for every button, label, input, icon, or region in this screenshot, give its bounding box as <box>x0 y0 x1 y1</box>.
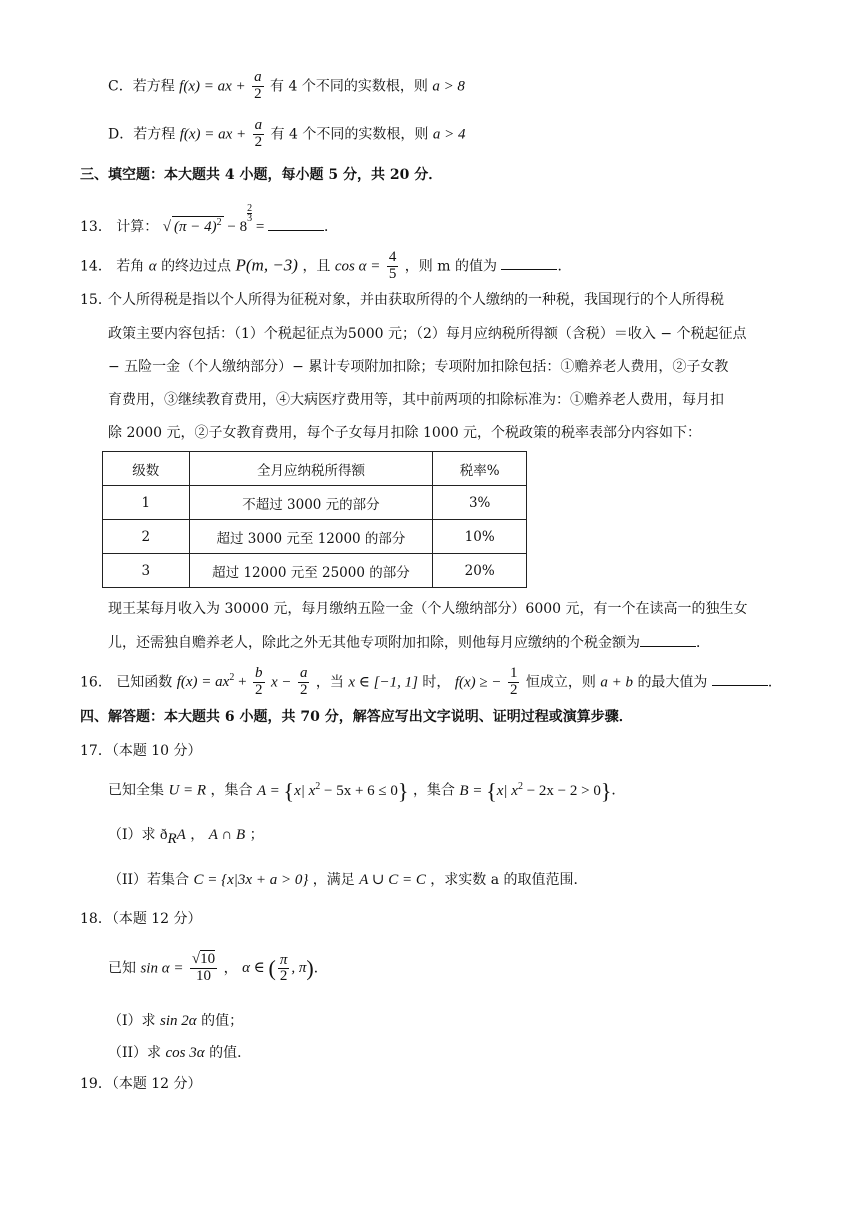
q17-p1-label: （I）求 <box>108 827 156 843</box>
answer-blank <box>501 257 557 270</box>
q13-end: ． <box>324 219 339 235</box>
option-c-text: 有 4 个不同的实数根，则 <box>270 78 428 95</box>
q17-set-b-square: 2 <box>517 780 523 792</box>
q13-square: 2 <box>216 217 222 228</box>
frac-denominator: 2 <box>279 968 288 985</box>
q18-p2-end: 的值． <box>209 1045 252 1061</box>
q16-text3: 时， <box>422 674 451 691</box>
section-3-heading: 三、填空题：本大题共 4 小题，每小题 5 分，共 20 分． <box>80 167 443 183</box>
q17-part-2 <box>108 871 588 889</box>
q14-text4: ，则 m 的值为 <box>404 258 497 275</box>
question-13 <box>80 204 338 236</box>
section-4-heading: 四、解答题：本大题共 6 小题，共 70 分，解答应写出文字说明、证明过程或演算步骤． <box>80 709 633 725</box>
q13-exp-den: 3 <box>247 213 253 224</box>
q17-universal-set: U = R <box>168 782 207 799</box>
frac-numerator: a <box>254 69 262 85</box>
table-cell: 2 <box>103 520 190 554</box>
q17-set-a-var: x| x <box>294 782 316 799</box>
q18-p1-label: （I）求 <box>108 1013 156 1029</box>
option-d-fraction <box>253 118 265 151</box>
q16-end: ． <box>767 674 782 691</box>
q17-text-c: ，集合 <box>412 782 455 799</box>
q18-part-1 <box>108 1012 243 1030</box>
table-cell: 3 <box>103 554 190 588</box>
q18-radicand: 10 <box>200 951 216 967</box>
q17-p1-complement: ð <box>159 827 168 843</box>
option-d-label: D．若方程 <box>108 126 176 143</box>
q13-exp-num: 2 <box>247 203 253 214</box>
q15-after-line: 现王某每月收入为 30000 元，每月缴纳五险一金（个人缴纳部分）6000 元，有一个在读高一的独生女 <box>108 601 748 617</box>
q17-p2-set-c: C = {x|3x + a > 0} <box>193 872 309 888</box>
frac-denominator: 5 <box>388 265 397 282</box>
q16-frac-half <box>508 666 520 699</box>
q15-end: ． <box>696 635 710 651</box>
question-15-number: 15． <box>80 292 112 308</box>
question-18-heading: 18．（本题 12 分） <box>80 911 202 927</box>
q16-function <box>177 674 247 690</box>
q13-prefix: 计算： <box>116 219 159 235</box>
q17-p1-sep: ， <box>190 827 205 843</box>
q15-paragraph-line: 育费用，③继续教育费用，④大病医疗费用等，其中前两项的扣除标准为：①赡养老人费用，每月扣 <box>108 392 724 408</box>
q18-given-text: 已知 <box>108 960 136 977</box>
q17-p2-union: A ∪ C = C <box>359 872 426 888</box>
q16-frac-a <box>298 666 310 699</box>
table-header-row <box>103 452 527 486</box>
question-14 <box>80 250 571 283</box>
q16-frac-b <box>253 666 265 699</box>
q13-radicand: (π − 4) <box>173 219 217 235</box>
q18-p2-label: （II）求 <box>108 1045 162 1061</box>
q18-p1-expr: sin 2α <box>159 1013 197 1029</box>
q18-interval: α ∈ ( $\frac{\pi}{2}$ , π) <box>242 951 314 985</box>
q17-set-a-name: A = <box>256 782 280 799</box>
frac-denominator: 2 <box>255 681 263 698</box>
q14-text1: 若角 <box>116 258 145 275</box>
q17-dot: ． <box>611 782 626 799</box>
q17-p1-sub: R <box>167 830 177 847</box>
frac-numerator: 4 <box>388 249 397 265</box>
question-16 <box>80 666 782 699</box>
table-cell: 超过 3000 元至 12000 的部分 <box>189 520 433 554</box>
q18-part-2 <box>108 1044 251 1062</box>
table-cell: 不超过 3000 元的部分 <box>189 486 433 520</box>
frac-numerator: b <box>255 665 263 681</box>
q15-paragraph-line: − 五险一金（个人缴纳部分）− 累计专项附加扣除；专项附加扣除包括：①赡养老人费用，②子女教 <box>108 359 729 375</box>
question-17-heading: 17．（本题 10 分） <box>80 743 202 759</box>
q17-set-b-var: x| x <box>496 782 518 799</box>
q13-expression: √ $(\pi - 4)^2 - 8$ $^{\frac{2}{3}}$ = <box>162 203 265 235</box>
q16-fx: f(x) = ax <box>176 674 230 691</box>
question-number: 14． <box>80 258 112 275</box>
q17-set-b-condition: − 2x − 2 > 0 <box>526 782 601 799</box>
table-cell: 3% <box>433 486 527 520</box>
q16-x-minus: x − <box>270 674 292 691</box>
q16-domain: x ∈ [−1, 1] <box>348 674 418 691</box>
question-19-heading: 19．（本题 12 分） <box>80 1076 202 1092</box>
q17-part-1 <box>108 826 264 848</box>
frac-denominator: 2 <box>299 681 308 698</box>
table-cell: 10% <box>433 520 527 554</box>
question-number: 16． <box>80 674 112 691</box>
q17-text-a: 已知全集 <box>108 782 164 799</box>
q18-fraction <box>190 952 217 985</box>
q14-text2: 的终边过点 <box>161 258 232 275</box>
q17-set-a-square: 2 <box>315 780 321 792</box>
q17-text-b: ，集合 <box>210 782 253 799</box>
q17-set-b-name: B = <box>459 782 483 799</box>
option-d-condition: a > 4 <box>432 126 466 143</box>
q17-set-a: A = {x| $x^2 - 5x + 6 \le 0$} <box>256 778 409 803</box>
q17-given <box>108 778 625 804</box>
q16-a-plus-b: a + b <box>600 674 633 691</box>
q17-p2-label: （II）若集合 <box>108 872 190 888</box>
q14-text3: ，且 <box>302 258 331 275</box>
q17-p1-intersection: A ∩ B <box>208 827 246 843</box>
answer-blank <box>268 218 324 231</box>
table-header: 税率% <box>433 452 527 486</box>
q17-p2-text: ，满足 <box>312 872 355 888</box>
option-c-function: f(x) = ax + <box>179 78 246 95</box>
option-c-fraction <box>252 70 264 103</box>
q14-cos: cos α = <box>334 258 381 275</box>
frac-numerator: π <box>279 951 288 968</box>
frac-numerator: √10 <box>191 951 216 967</box>
frac-denominator: 10 <box>196 967 212 984</box>
q17-p1-end: ； <box>249 827 264 843</box>
q16-inequality: f(x) ≥ − <box>454 674 502 691</box>
frac-numerator: a <box>299 665 308 681</box>
table-cell: 超过 12000 元至 25000 的部分 <box>189 554 433 588</box>
table-row <box>103 486 527 520</box>
table-cell: 1 <box>103 486 190 520</box>
option-c-label: C．若方程 <box>108 78 175 95</box>
frac-denominator: 2 <box>254 85 262 102</box>
q18-dot: ． <box>313 960 328 977</box>
q15-paragraph-line: 除 2000 元，②子女教育费用，每个子女每月扣除 1000 元，个税政策的税率表部分内容如下： <box>108 425 702 441</box>
tax-rate-table <box>102 451 527 588</box>
q18-given <box>108 952 328 985</box>
answer-blank <box>640 634 696 647</box>
question-number: 13． <box>80 219 112 235</box>
q18-p2-expr: cos 3α <box>165 1045 205 1061</box>
q18-pi: , π <box>291 960 307 977</box>
q18-sin: sin α = <box>140 960 184 977</box>
answer-blank <box>712 673 768 686</box>
q14-point: P(m, −3) <box>235 255 298 275</box>
table-header: 级数 <box>103 452 190 486</box>
option-d-text: 有 4 个不同的实数根，则 <box>270 126 429 143</box>
option-d-function: f(x) = ax + <box>179 126 247 143</box>
option-c <box>108 70 465 103</box>
q16-plus: + <box>238 674 247 691</box>
q16-text5: 的最大值为 <box>637 674 708 691</box>
q16-text1: 已知函数 <box>116 674 173 691</box>
q17-p1-a: A <box>176 827 186 843</box>
q14-alpha: α <box>148 258 157 275</box>
q13-minus-eight: − 8 <box>227 219 248 235</box>
q16-text4: 恒成立，则 <box>525 674 596 691</box>
table-row <box>103 554 527 588</box>
q18-p1-end: 的值； <box>201 1013 244 1029</box>
q14-fraction <box>387 250 399 283</box>
q14-end: ． <box>557 258 572 275</box>
option-c-condition: a > 8 <box>432 78 465 95</box>
q16-text2: ，当 <box>315 674 344 691</box>
q18-alpha-in: α ∈ <box>242 960 265 977</box>
q15-paragraph-line: 政策主要内容包括：（1）个税起征点为5000 元；（2）每月应纳税所得额（含税）＝收入 − 个税起征点 <box>108 326 747 342</box>
q15-after-line-2 <box>108 634 710 652</box>
option-d <box>108 118 465 151</box>
q17-set-a-condition: − 5x + 6 ≤ 0 <box>324 782 398 799</box>
frac-denominator: 2 <box>509 681 518 698</box>
q17-p2-end: ，求实数 a 的取值范围． <box>430 872 588 888</box>
table-row <box>103 520 527 554</box>
q17-set-b: B = {x| $x^2 - 2x - 2 > 0$} <box>459 778 612 803</box>
q16-square: 2 <box>229 672 235 684</box>
frac-numerator: 1 <box>509 665 518 681</box>
frac-denominator: 2 <box>254 133 263 150</box>
q15-after-text: 儿，还需独自赡养老人，除此之外无其他专项附加扣除，则他每月应缴纳的个税金额为 <box>108 635 640 651</box>
q15-paragraph-line: 个人所得税是指以个人所得为征税对象，并由获取所得的个人缴纳的一种税，我国现行的个人所得税 <box>108 292 724 308</box>
q13-equals: = <box>255 219 265 235</box>
table-header: 全月应纳税所得额 <box>189 452 433 486</box>
q18-sep: ， <box>223 960 238 977</box>
table-cell: 20% <box>433 554 527 588</box>
frac-numerator: a <box>254 117 263 133</box>
